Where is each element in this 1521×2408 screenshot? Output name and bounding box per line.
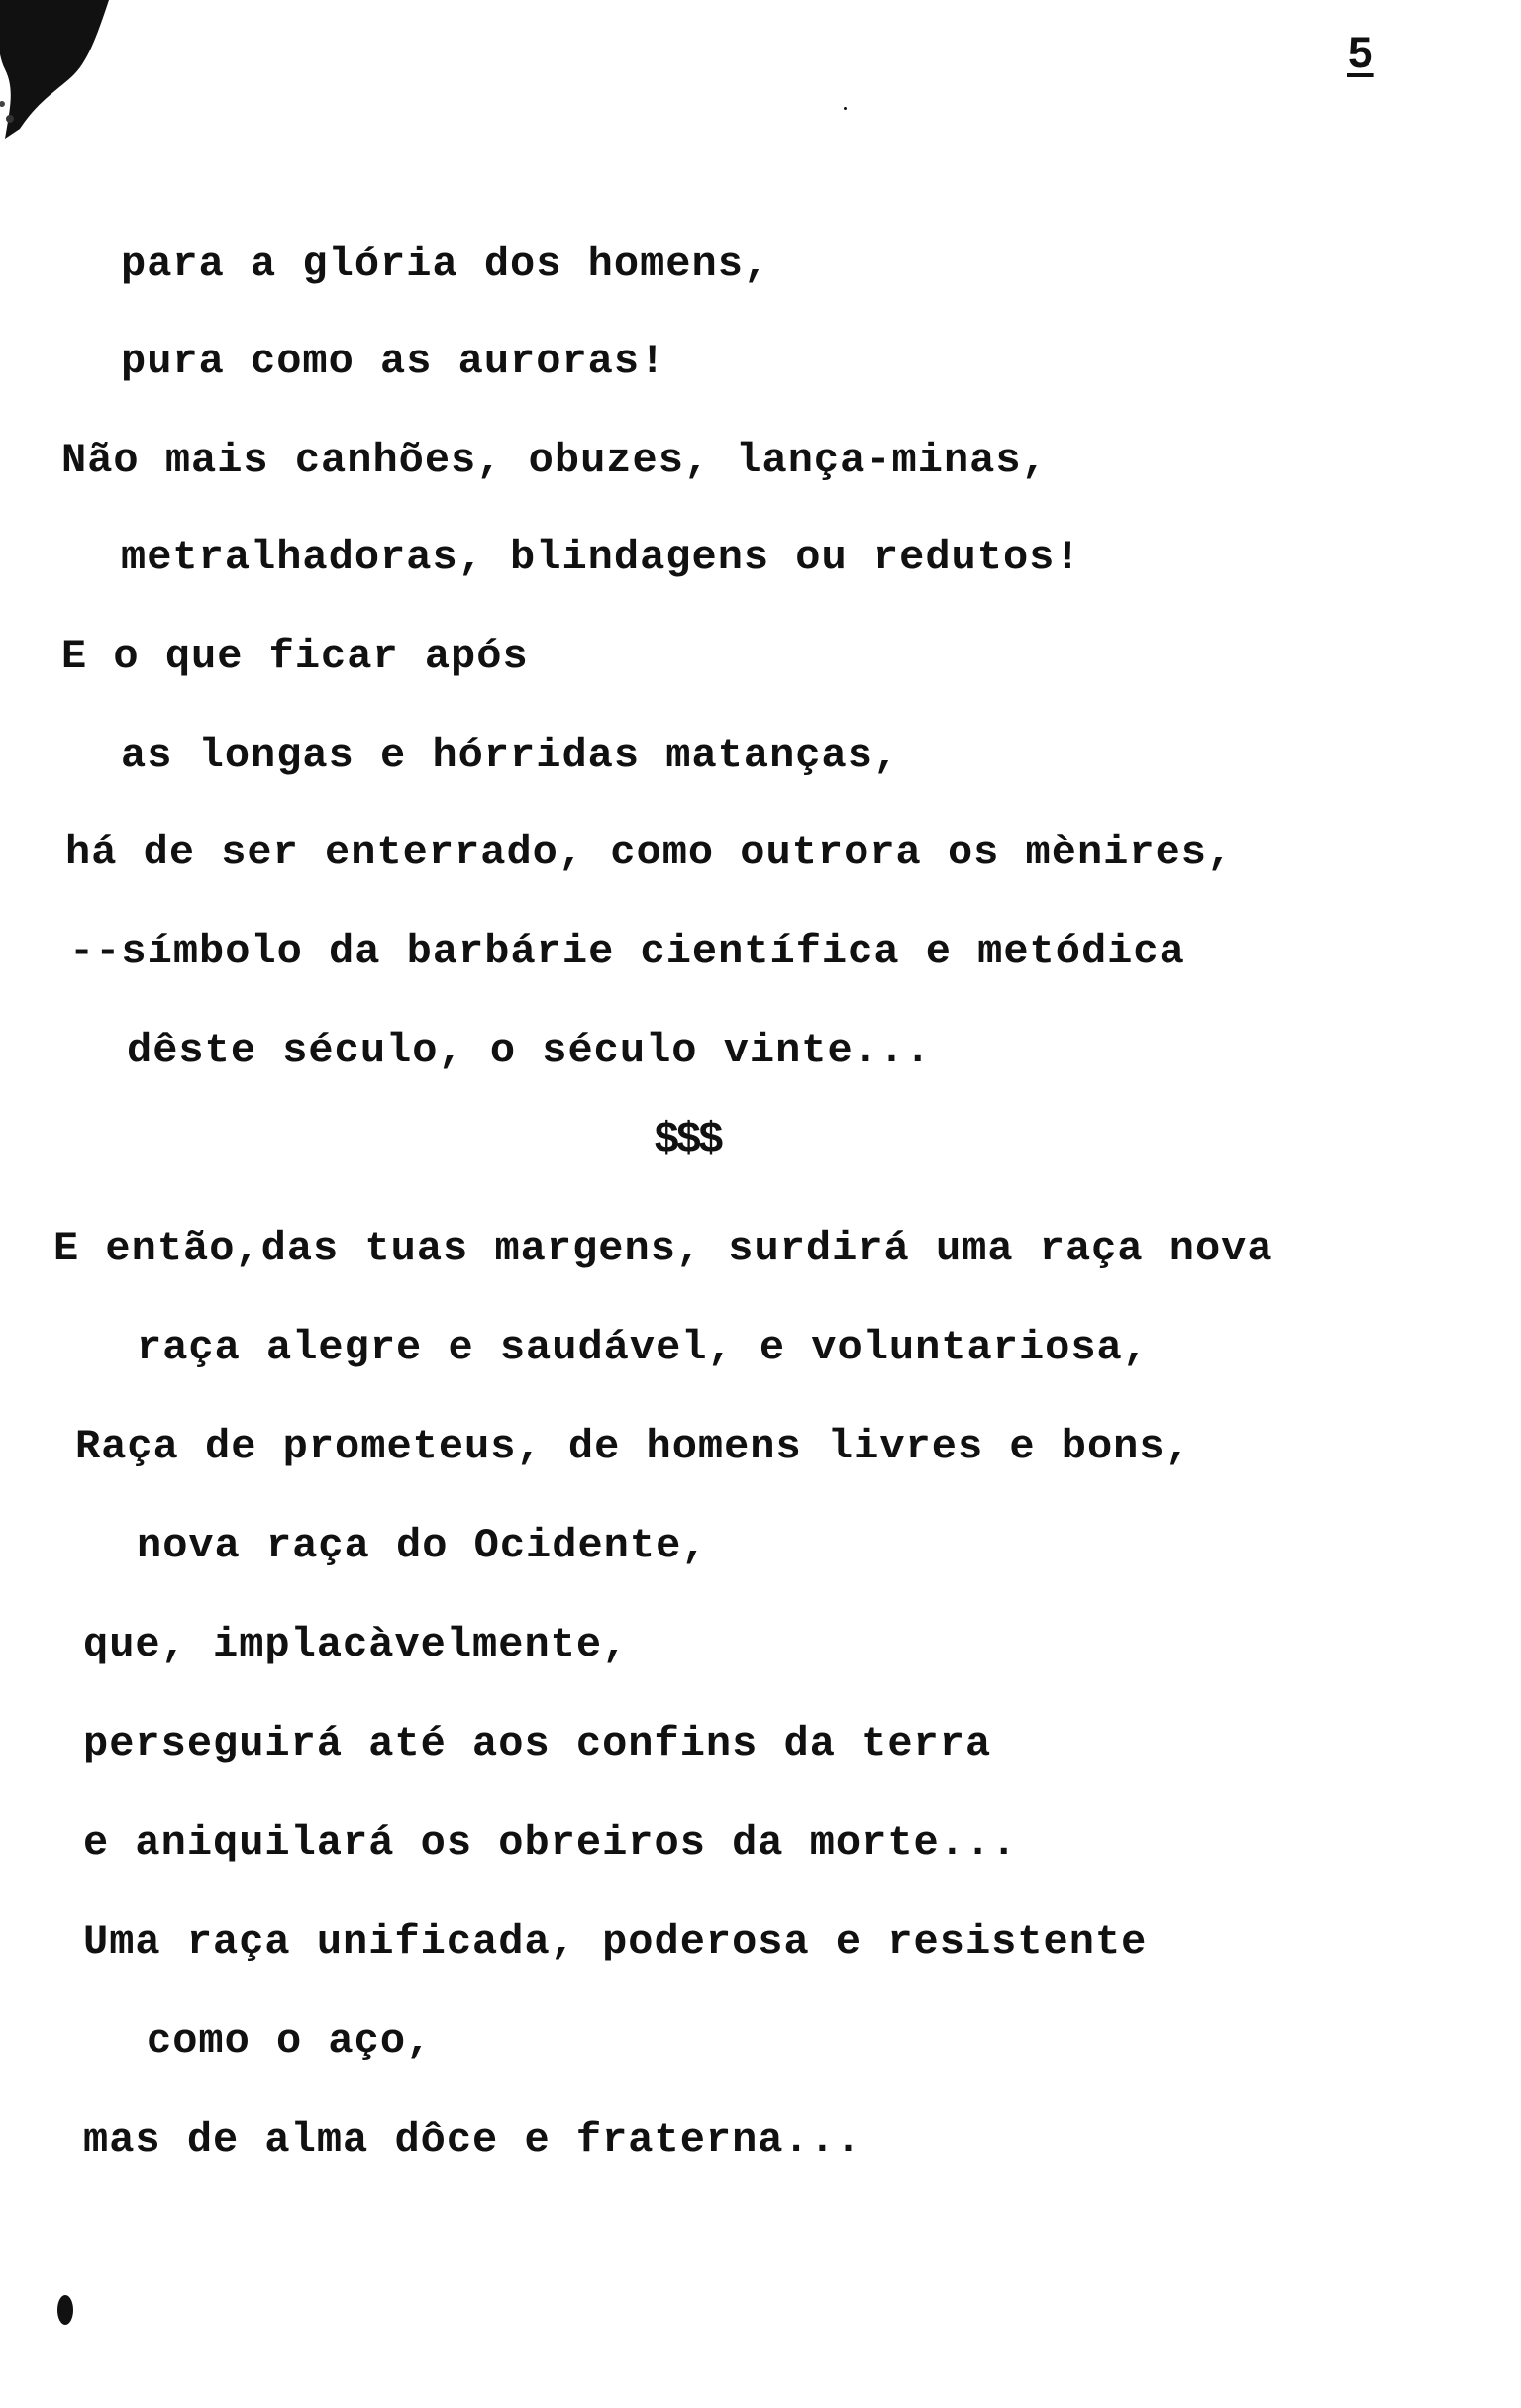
- page-number: 5: [1347, 30, 1374, 81]
- poem-line: que, implacàvelmente,: [83, 1621, 629, 1668]
- poem-line: pura como as auroras!: [121, 338, 666, 385]
- ink-stain-icon: [0, 0, 129, 149]
- poem-line: raça alegre e saudável, e voluntariosa,: [137, 1324, 1149, 1371]
- poem-line: E então,das tuas margens, surdirá uma raça nova: [53, 1225, 1273, 1272]
- poem-line: para a glória dos homens,: [121, 241, 770, 288]
- section-separator: $$$: [654, 1116, 721, 1165]
- poem-line: como o aço,: [147, 2017, 433, 2064]
- poem-line: perseguirá até aos confins da terra: [83, 1720, 992, 1767]
- poem-line: Não mais canhões, obuzes, lança-minas,: [61, 437, 1048, 484]
- poem-line: dêste século, o século vinte...: [127, 1027, 932, 1074]
- ink-speck: [844, 107, 847, 110]
- poem-line: há de ser enterrado, como outrora os mènires,: [65, 829, 1234, 876]
- poem-line: as longas e hórridas matanças,: [121, 732, 900, 779]
- poem-line: e aniquilará os obreiros da morte...: [83, 1819, 1018, 1866]
- poem-line: Uma raça unificada, poderosa e resistente: [83, 1918, 1148, 1965]
- poem-line: E o que ficar após: [61, 633, 529, 680]
- poem-line: Raça de prometeus, de homens livres e bons,: [75, 1423, 1191, 1470]
- ink-speck: [57, 2295, 73, 2325]
- poem-line: mas de alma dôce e fraterna...: [83, 2116, 862, 2163]
- poem-line: nova raça do Ocidente,: [137, 1522, 708, 1569]
- poem-line: metralhadoras, blindagens ou redutos!: [121, 534, 1081, 581]
- poem-line: --símbolo da barbárie científica e metódica: [69, 928, 1185, 975]
